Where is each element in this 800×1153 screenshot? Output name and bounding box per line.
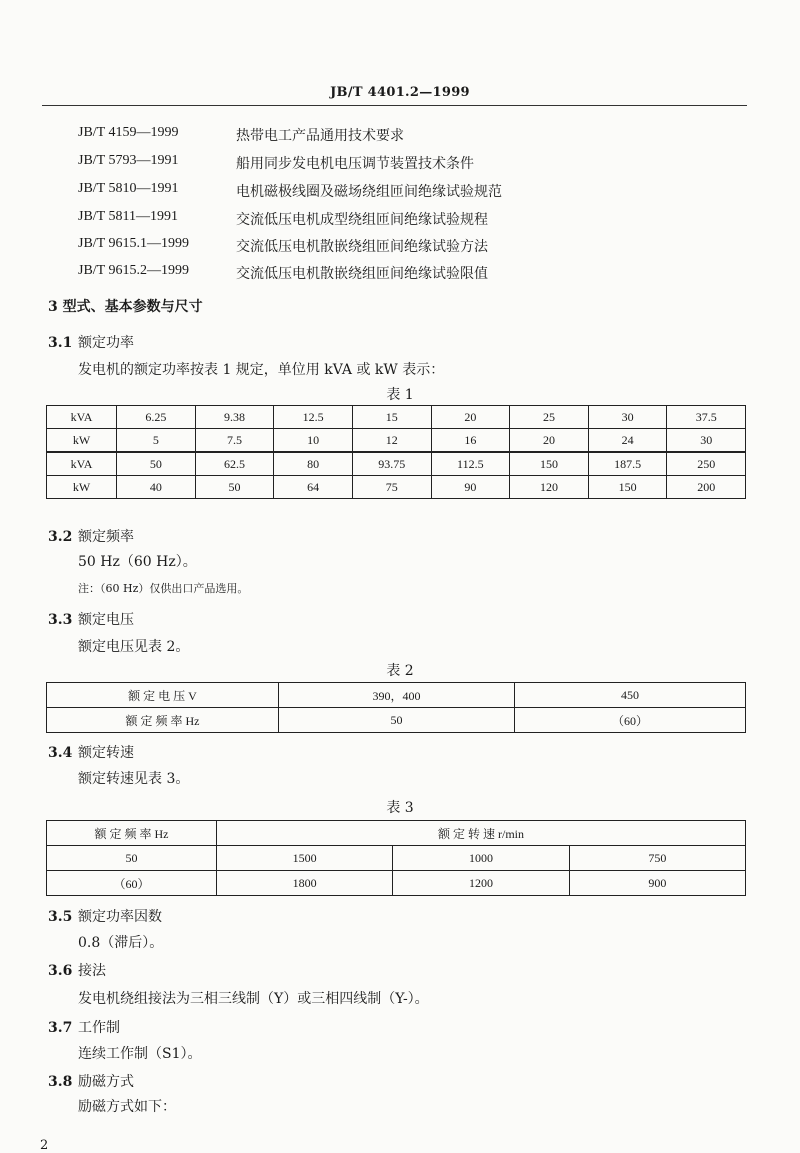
paragraph: 0.8（滞后）。 — [78, 935, 164, 951]
table-caption: 表 2 — [386, 663, 414, 679]
ref-title: 交流低压电机散嵌绕组匝间绝缘试验方法 — [236, 239, 488, 255]
table-cell: 20 — [510, 429, 589, 453]
table-cell: 6.25 — [117, 406, 196, 429]
note: 注：（60 Hz）仅供出口产品选用。 — [78, 582, 249, 595]
table-cell: 75 — [352, 476, 431, 499]
subsection-3-8 — [48, 1071, 134, 1091]
ref-code: JB/T 5811—1991 — [78, 209, 178, 224]
table-cell: 25 — [510, 406, 589, 429]
subsection-title: 额定频率 — [78, 529, 134, 545]
ref-title: 船用同步发电机电压调节装置技术条件 — [236, 156, 474, 172]
table-cell: （60） — [515, 708, 746, 733]
document-header: JB/T 4401.2—1999 — [330, 85, 470, 100]
table-cell: 250 — [667, 452, 746, 476]
table-row — [47, 476, 746, 499]
ref-code: JB/T 9615.2—1999 — [78, 263, 189, 278]
table-row — [47, 683, 746, 708]
table-cell: 16 — [431, 429, 510, 453]
ref-code: JB/T 5793—1991 — [78, 153, 179, 168]
subsection-3-6 — [48, 960, 106, 980]
paragraph: 连续工作制（S1）。 — [78, 1046, 202, 1062]
ref-code: JB/T 5810—1991 — [78, 181, 179, 196]
table-cell: 额 定 频 率 Hz — [47, 708, 279, 733]
paragraph: 额定电压见表 2。 — [78, 639, 190, 655]
paragraph: 发电机绕组接法为三相三线制（Y）或三相四线制（Y-）。 — [78, 991, 429, 1007]
page-number: 2 — [40, 1138, 49, 1153]
table-cell: kVA — [47, 452, 117, 476]
table-cell: 12 — [352, 429, 431, 453]
table-cell: 50 — [195, 476, 274, 499]
subsection-title: 励磁方式 — [78, 1074, 134, 1090]
table-cell: 50 — [117, 452, 196, 476]
table-cell: kW — [47, 476, 117, 499]
subsection-number: 3.7 — [48, 1020, 73, 1036]
table-cell: 40 — [117, 476, 196, 499]
table-cell: 30 — [667, 429, 746, 453]
table-cell: 7.5 — [195, 429, 274, 453]
subsection-number: 3.4 — [48, 745, 73, 761]
table-cell: 12.5 — [274, 406, 353, 429]
subsection-number: 3.5 — [48, 909, 73, 925]
table-cell: 1500 — [217, 846, 393, 871]
section-3-heading: 3 型式、基本参数与尺寸 — [48, 299, 203, 315]
table-cell: 112.5 — [431, 452, 510, 476]
subsection-title: 额定功率 — [78, 335, 134, 351]
paragraph: 励磁方式如下： — [78, 1099, 176, 1115]
table-cell: 1000 — [393, 846, 569, 871]
table-row — [47, 846, 746, 871]
table-cell: 15 — [352, 406, 431, 429]
subsection-number: 3.2 — [48, 529, 73, 545]
subsection-title: 额定功率因数 — [78, 909, 162, 925]
rated-speed-table — [46, 820, 746, 896]
subsection-number: 3.1 — [48, 335, 73, 351]
table-row — [47, 708, 746, 733]
table-cell: 5 — [117, 429, 196, 453]
table-cell: 额 定 电 压 V — [47, 683, 279, 708]
table-cell: 390，400 — [279, 683, 515, 708]
table-cell: 10 — [274, 429, 353, 453]
table-header-cell: 额 定 频 率 Hz — [47, 821, 217, 846]
paragraph: 额定转速见表 3。 — [78, 771, 190, 787]
subsection-title: 额定电压 — [78, 612, 134, 628]
subsection-3-2 — [48, 526, 134, 546]
rated-power-table — [46, 405, 746, 499]
subsection-3-3 — [48, 609, 134, 629]
table-cell: 9.38 — [195, 406, 274, 429]
table-cell: 20 — [431, 406, 510, 429]
table-cell: 50 — [47, 846, 217, 871]
table-row — [47, 871, 746, 896]
table-cell: 50 — [279, 708, 515, 733]
table-cell: （60） — [47, 871, 217, 896]
subsection-number: 3.8 — [48, 1074, 73, 1090]
table-cell: 93.75 — [352, 452, 431, 476]
table-cell: kW — [47, 429, 117, 453]
ref-title: 热带电工产品通用技术要求 — [236, 128, 404, 144]
table-cell: 120 — [510, 476, 589, 499]
subsection-number: 3.6 — [48, 963, 73, 979]
table-row — [47, 429, 746, 453]
table-header-cell: 额 定 转 速 r/min — [217, 821, 746, 846]
table-cell: 450 — [515, 683, 746, 708]
table-cell: 750 — [569, 846, 745, 871]
ref-code: JB/T 9615.1—1999 — [78, 236, 189, 251]
table-caption: 表 1 — [386, 387, 414, 403]
subsection-3-7 — [48, 1017, 120, 1037]
table-cell: 1800 — [217, 871, 393, 896]
paragraph: 50 Hz（60 Hz）。 — [78, 554, 197, 570]
rated-voltage-table — [46, 682, 746, 733]
table-cell: 1200 — [393, 871, 569, 896]
subsection-3-1 — [48, 332, 134, 352]
table-caption: 表 3 — [386, 800, 414, 816]
ref-code: JB/T 4159—1999 — [78, 125, 179, 140]
table-row — [47, 821, 746, 846]
subsection-number: 3.3 — [48, 612, 73, 628]
table-cell: 900 — [569, 871, 745, 896]
header-rule — [42, 105, 747, 106]
table-cell: 150 — [588, 476, 667, 499]
table-cell: 24 — [588, 429, 667, 453]
ref-title: 交流低压电机成型绕组匝间绝缘试验规程 — [236, 212, 488, 228]
table-cell: 37.5 — [667, 406, 746, 429]
table-cell: 80 — [274, 452, 353, 476]
table-cell: 90 — [431, 476, 510, 499]
table-cell: 187.5 — [588, 452, 667, 476]
table-cell: 200 — [667, 476, 746, 499]
table-cell: 150 — [510, 452, 589, 476]
table-cell: 62.5 — [195, 452, 274, 476]
ref-title: 电机磁极线圈及磁场绕组匝间绝缘试验规范 — [236, 184, 502, 200]
table-cell: 30 — [588, 406, 667, 429]
ref-title: 交流低压电机散嵌绕组匝间绝缘试验限值 — [236, 266, 488, 282]
subsection-title: 工作制 — [78, 1020, 120, 1036]
table-cell: 64 — [274, 476, 353, 499]
table-row — [47, 452, 746, 476]
subsection-title: 额定转速 — [78, 745, 134, 761]
subsection-title: 接法 — [78, 963, 106, 979]
table-row — [47, 406, 746, 429]
subsection-3-4 — [48, 742, 134, 762]
paragraph: 发电机的额定功率按表 1 规定，单位用 kVA 或 kW 表示： — [78, 362, 445, 378]
subsection-3-5 — [48, 906, 162, 926]
table-cell: kVA — [47, 406, 117, 429]
